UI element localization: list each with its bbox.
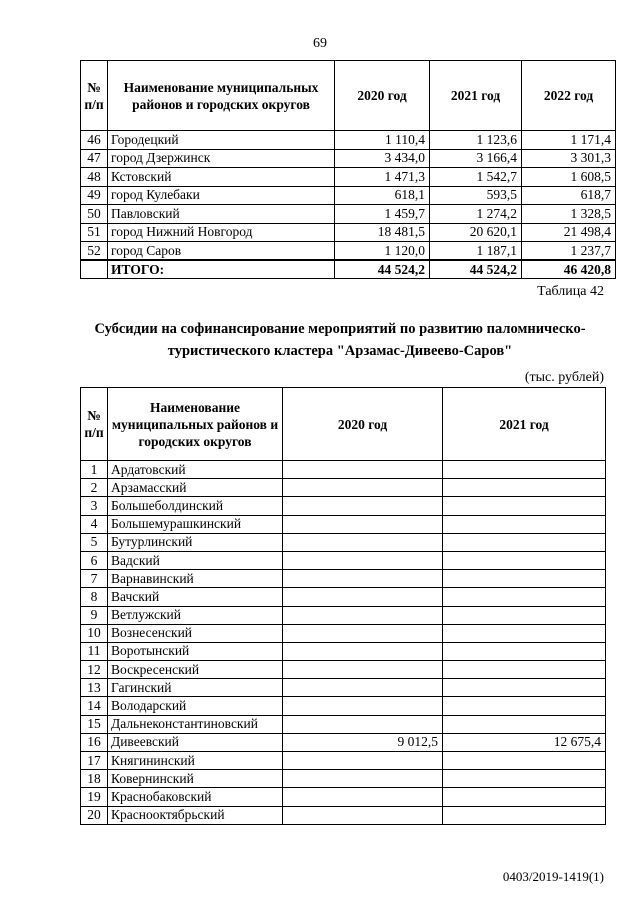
row-value-2020 bbox=[283, 770, 443, 788]
table-pilgrimage-cluster bbox=[80, 387, 606, 825]
table-label: Таблица 42 bbox=[537, 284, 604, 299]
row-number: 20 bbox=[81, 806, 108, 824]
row-value-2020 bbox=[283, 624, 443, 642]
row-number: 4 bbox=[81, 515, 108, 533]
row-number: 11 bbox=[81, 642, 108, 660]
row-number: 3 bbox=[81, 497, 108, 515]
row-value-2021 bbox=[443, 515, 606, 533]
row-value-2022: 1 608,5 bbox=[522, 168, 616, 187]
document-code: 0403/2019-1419(1) bbox=[502, 869, 604, 884]
row-value-2022: 21 498,4 bbox=[522, 223, 616, 242]
row-value-2021 bbox=[443, 679, 606, 697]
table-row bbox=[81, 752, 606, 770]
row-value-2022: 618,7 bbox=[522, 186, 616, 205]
table-row bbox=[81, 770, 606, 788]
header-name: Наименование муниципальных районов и городских округов bbox=[108, 388, 283, 461]
row-name: Краснооктябрьский bbox=[108, 806, 283, 824]
row-value-2020 bbox=[283, 533, 443, 551]
row-value-2020 bbox=[283, 642, 443, 660]
row-name: город Нижний Новгород bbox=[108, 223, 335, 242]
row-name: Ковернинский bbox=[108, 770, 283, 788]
table-row bbox=[81, 661, 606, 679]
row-name: Городецкий bbox=[108, 131, 335, 150]
table-row bbox=[81, 515, 606, 533]
row-name: Ардатовский bbox=[108, 461, 283, 479]
table-row bbox=[81, 606, 606, 624]
row-number: 50 bbox=[81, 205, 108, 224]
row-number: 14 bbox=[81, 697, 108, 715]
row-value-2020 bbox=[283, 715, 443, 733]
row-value-2021 bbox=[443, 642, 606, 660]
row-name: Павловский bbox=[108, 205, 335, 224]
row-name: Краснобаковский bbox=[108, 788, 283, 806]
row-name: Арзамасский bbox=[108, 479, 283, 497]
row-value-2020 bbox=[283, 551, 443, 569]
header-num: № п/п bbox=[81, 61, 108, 131]
table-row bbox=[81, 697, 606, 715]
table-row bbox=[81, 149, 616, 168]
table-row bbox=[81, 570, 606, 588]
row-value-2020 bbox=[283, 752, 443, 770]
row-number: 6 bbox=[81, 551, 108, 569]
row-name: Вадский bbox=[108, 551, 283, 569]
row-value-2020: 1 459,7 bbox=[335, 205, 430, 224]
row-number: 18 bbox=[81, 770, 108, 788]
row-number: 15 bbox=[81, 715, 108, 733]
row-value-2020: 9 012,5 bbox=[283, 733, 443, 751]
row-value-2020: 1 471,3 bbox=[335, 168, 430, 187]
row-value-2022: 3 301,3 bbox=[522, 149, 616, 168]
row-number: 13 bbox=[81, 679, 108, 697]
table-row bbox=[81, 806, 606, 824]
row-name: Вознесенский bbox=[108, 624, 283, 642]
row-value-2020: 1 120,0 bbox=[335, 242, 430, 261]
row-value-2020 bbox=[283, 570, 443, 588]
row-name: город Саров bbox=[108, 242, 335, 261]
row-value-2020: 618,1 bbox=[335, 186, 430, 205]
row-number: 52 bbox=[81, 242, 108, 261]
row-number: 2 bbox=[81, 479, 108, 497]
row-value-2021 bbox=[443, 533, 606, 551]
table-row bbox=[81, 242, 616, 261]
row-value-2021: 12 675,4 bbox=[443, 733, 606, 751]
row-name: Володарский bbox=[108, 697, 283, 715]
row-value-2020 bbox=[283, 606, 443, 624]
row-name: Варнавинский bbox=[108, 570, 283, 588]
row-value-2021: 593,5 bbox=[430, 186, 522, 205]
table-row bbox=[81, 497, 606, 515]
row-value-2020 bbox=[283, 497, 443, 515]
table-row bbox=[81, 788, 606, 806]
row-value-2022: 1 171,4 bbox=[522, 131, 616, 150]
row-number: 49 bbox=[81, 186, 108, 205]
row-value-2021 bbox=[443, 588, 606, 606]
row-name: город Дзержинск bbox=[108, 149, 335, 168]
row-number: 16 bbox=[81, 733, 108, 751]
table-row bbox=[81, 131, 616, 150]
header-2020: 2020 год bbox=[335, 61, 430, 131]
row-name: Гагинский bbox=[108, 679, 283, 697]
row-value-2021: 1 542,7 bbox=[430, 168, 522, 187]
row-value-2021 bbox=[443, 770, 606, 788]
row-value-2020 bbox=[283, 479, 443, 497]
header-2021: 2021 год bbox=[443, 388, 606, 461]
units-note: (тыс. рублей) bbox=[524, 370, 604, 385]
row-value-2020 bbox=[283, 806, 443, 824]
row-value-2021 bbox=[443, 479, 606, 497]
table-header-row bbox=[81, 388, 606, 461]
table-subsidies-continued bbox=[80, 60, 616, 279]
table-row bbox=[81, 479, 606, 497]
row-name: Воскресенский bbox=[108, 661, 283, 679]
row-value-2021 bbox=[443, 788, 606, 806]
table-row bbox=[81, 168, 616, 187]
total-label: ИТОГО: bbox=[108, 260, 335, 279]
table-row bbox=[81, 551, 606, 569]
table-header-row bbox=[81, 61, 616, 131]
total-value-2020: 44 524,2 bbox=[335, 260, 430, 279]
row-value-2021 bbox=[443, 551, 606, 569]
row-number: 48 bbox=[81, 168, 108, 187]
row-value-2021 bbox=[443, 624, 606, 642]
table-row bbox=[81, 461, 606, 479]
row-number: 8 bbox=[81, 588, 108, 606]
row-name: Воротынский bbox=[108, 642, 283, 660]
total-value-2021: 44 524,2 bbox=[430, 260, 522, 279]
row-value-2020: 3 434,0 bbox=[335, 149, 430, 168]
row-value-2021 bbox=[443, 606, 606, 624]
total-num-cell bbox=[81, 260, 108, 279]
row-value-2021: 1 123,6 bbox=[430, 131, 522, 150]
row-value-2021 bbox=[443, 697, 606, 715]
header-num: № п/п bbox=[81, 388, 108, 461]
section-title: Субсидии на софинансирование мероприятий по развитию паломническо-туристического кластера "Арзамас-Дивеево-Саров" bbox=[94, 321, 586, 359]
row-value-2020: 18 481,5 bbox=[335, 223, 430, 242]
row-number: 5 bbox=[81, 533, 108, 551]
row-value-2021 bbox=[443, 752, 606, 770]
row-name: Вачский bbox=[108, 588, 283, 606]
row-value-2021: 1 187,1 bbox=[430, 242, 522, 261]
row-value-2021: 1 274,2 bbox=[430, 205, 522, 224]
row-name: Ветлужский bbox=[108, 606, 283, 624]
row-value-2021 bbox=[443, 715, 606, 733]
header-name: Наименование муниципальных районов и городских округов bbox=[108, 61, 335, 131]
table-row bbox=[81, 205, 616, 224]
row-name: Большеболдинский bbox=[108, 497, 283, 515]
row-value-2021: 3 166,4 bbox=[430, 149, 522, 168]
table-row bbox=[81, 533, 606, 551]
row-value-2020 bbox=[283, 588, 443, 606]
table-row bbox=[81, 588, 606, 606]
row-value-2021 bbox=[443, 497, 606, 515]
row-value-2020 bbox=[283, 661, 443, 679]
row-value-2022: 1 328,5 bbox=[522, 205, 616, 224]
header-2021: 2021 год bbox=[430, 61, 522, 131]
row-value-2020: 1 110,4 bbox=[335, 131, 430, 150]
table-row bbox=[81, 679, 606, 697]
total-value-2022: 46 420,8 bbox=[522, 260, 616, 279]
row-name: Княгининский bbox=[108, 752, 283, 770]
row-value-2020 bbox=[283, 788, 443, 806]
row-name: Кстовский bbox=[108, 168, 335, 187]
row-number: 1 bbox=[81, 461, 108, 479]
row-value-2021: 20 620,1 bbox=[430, 223, 522, 242]
row-value-2021 bbox=[443, 806, 606, 824]
row-value-2021 bbox=[443, 570, 606, 588]
row-number: 46 bbox=[81, 131, 108, 150]
row-value-2021 bbox=[443, 461, 606, 479]
table-row bbox=[81, 624, 606, 642]
table-row bbox=[81, 186, 616, 205]
row-value-2021 bbox=[443, 661, 606, 679]
row-number: 10 bbox=[81, 624, 108, 642]
table-row bbox=[81, 733, 606, 751]
row-number: 12 bbox=[81, 661, 108, 679]
row-name: Дивеевский bbox=[108, 733, 283, 751]
row-value-2020 bbox=[283, 697, 443, 715]
row-value-2020 bbox=[283, 679, 443, 697]
table-row bbox=[81, 715, 606, 733]
row-number: 9 bbox=[81, 606, 108, 624]
row-value-2022: 1 237,7 bbox=[522, 242, 616, 261]
table-row bbox=[81, 642, 606, 660]
row-name: Дальнеконстантиновский bbox=[108, 715, 283, 733]
row-number: 19 bbox=[81, 788, 108, 806]
row-number: 51 bbox=[81, 223, 108, 242]
row-number: 7 bbox=[81, 570, 108, 588]
page-number: 69 bbox=[313, 36, 327, 51]
row-name: Бутурлинский bbox=[108, 533, 283, 551]
header-2022: 2022 год bbox=[522, 61, 616, 131]
row-number: 47 bbox=[81, 149, 108, 168]
table-row bbox=[81, 223, 616, 242]
row-number: 17 bbox=[81, 752, 108, 770]
header-2020: 2020 год bbox=[283, 388, 443, 461]
total-row bbox=[81, 260, 616, 279]
row-value-2020 bbox=[283, 515, 443, 533]
row-name: город Кулебаки bbox=[108, 186, 335, 205]
row-name: Большемурашкинский bbox=[108, 515, 283, 533]
row-value-2020 bbox=[283, 461, 443, 479]
